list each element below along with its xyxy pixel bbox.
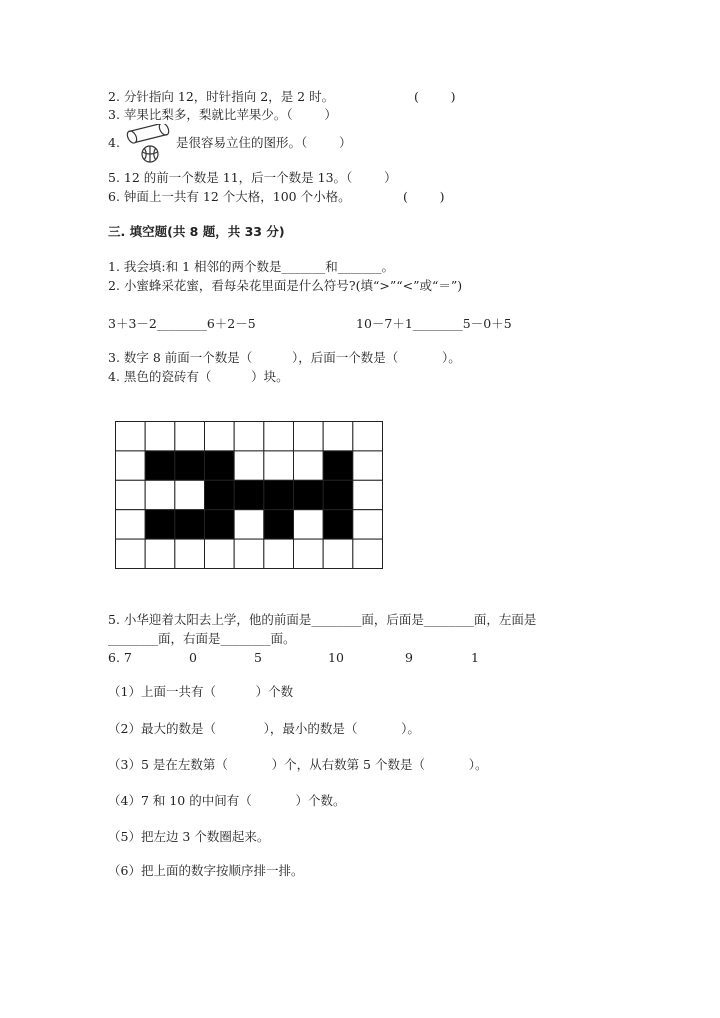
white-tile xyxy=(116,480,146,509)
section-title: 三. 填空题(共 8 题，共 33 分) xyxy=(108,224,285,239)
judge-q6-answer[interactable]: ( ) xyxy=(403,189,445,204)
judge-q3: 3. 苹果比梨多，梨就比苹果少。（ ） xyxy=(108,107,337,122)
black-tile xyxy=(175,510,205,539)
black-tile xyxy=(264,510,294,539)
white-tile xyxy=(264,451,294,480)
white-tile xyxy=(175,422,205,451)
fill-q2-right-expression: 10－7＋1________5－0＋5 xyxy=(356,316,512,331)
white-tile xyxy=(175,480,205,509)
judge-q5: 5. 12 的前一个数是 11，后一个数是 13。（ ） xyxy=(108,170,397,185)
white-tile xyxy=(353,480,383,509)
white-tile xyxy=(353,451,383,480)
white-tile xyxy=(116,539,146,568)
fill-q1: 1. 我会填:和 1 相邻的两个数是_______和_______。 xyxy=(108,259,395,274)
black-tile xyxy=(175,451,205,480)
black-tile xyxy=(234,480,264,509)
number-item: 10 xyxy=(328,650,344,665)
fill-q5-line1: 5. 小华迎着太阳去上学，他的前面是________面，后面是________面，左面是 xyxy=(108,612,537,627)
white-tile xyxy=(234,422,264,451)
fill-q2-left-expression: 3＋3－2________6＋2－5 xyxy=(108,316,256,331)
black-tile xyxy=(323,510,353,539)
fill-q6-sub6: （6）把上面的数字按顺序排一排。 xyxy=(108,863,304,878)
white-tile xyxy=(234,510,264,539)
judge-q2: 2. 分针指向 12，时针指向 2，是 2 时。 xyxy=(108,89,335,104)
white-tile xyxy=(353,510,383,539)
fill-q6-sub3: （3）5 是在左数第（ ）个，从右数第 5 个数是（ ）。 xyxy=(108,757,488,772)
white-tile xyxy=(294,422,324,451)
fill-q3: 3. 数字 8 前面一个数是（ ），后面一个数是（ ）。 xyxy=(108,350,461,365)
fill-q6-sub2: （2）最大的数是（ ），最小的数是（ ）。 xyxy=(108,721,420,736)
white-tile xyxy=(264,539,294,568)
black-tile xyxy=(294,480,324,509)
white-tile xyxy=(323,539,353,568)
judge-q6: 6. 钟面上一共有 12 个大格，100 个小格。 xyxy=(108,189,351,204)
black-tile xyxy=(323,480,353,509)
white-tile xyxy=(264,422,294,451)
white-tile xyxy=(205,422,235,451)
white-tile xyxy=(294,510,324,539)
fill-q5-line2: ________面，右面是________面。 xyxy=(108,631,296,646)
white-tile xyxy=(353,539,383,568)
fill-q6-label: 6. 7 xyxy=(108,650,132,665)
tile-grid xyxy=(115,421,383,569)
black-tile xyxy=(264,480,294,509)
number-item: 5 xyxy=(254,650,262,665)
fill-q2: 2. 小蜜蜂采花蜜，看每朵花里面是什么符号?(填“>”“<”或“＝”) xyxy=(108,278,463,293)
white-tile xyxy=(353,422,383,451)
white-tile xyxy=(116,451,146,480)
black-tile xyxy=(145,510,175,539)
judge-q4-text: 是很容易立住的图形。（ ） xyxy=(176,135,352,150)
judge-q2-answer[interactable]: ( ) xyxy=(414,89,456,104)
white-tile xyxy=(205,539,235,568)
number-item: 9 xyxy=(405,650,413,665)
fill-q6-sub4: （4）7 和 10 的中间有（ ）个数。 xyxy=(108,793,346,808)
black-tile xyxy=(205,451,235,480)
white-tile xyxy=(294,539,324,568)
white-tile xyxy=(294,451,324,480)
number-item: 0 xyxy=(189,650,197,665)
white-tile xyxy=(145,480,175,509)
cylinder-ball-picture xyxy=(126,124,172,164)
white-tile xyxy=(175,539,205,568)
white-tile xyxy=(116,422,146,451)
black-tile xyxy=(205,510,235,539)
white-tile xyxy=(323,422,353,451)
fill-q6-sub1: （1）上面一共有（ ）个数 xyxy=(108,684,294,699)
black-tile xyxy=(145,451,175,480)
white-tile xyxy=(234,451,264,480)
black-tile xyxy=(205,480,235,509)
number-item: 1 xyxy=(471,650,479,665)
fill-q6-sub5: （5）把左边 3 个数圈起来。 xyxy=(108,829,270,844)
white-tile xyxy=(145,539,175,568)
judge-q4-number: 4. xyxy=(108,135,120,150)
white-tile xyxy=(145,422,175,451)
black-tile xyxy=(323,451,353,480)
fill-q4: 4. 黑色的瓷砖有（ ）块。 xyxy=(108,369,289,384)
white-tile xyxy=(234,539,264,568)
white-tile xyxy=(116,510,146,539)
